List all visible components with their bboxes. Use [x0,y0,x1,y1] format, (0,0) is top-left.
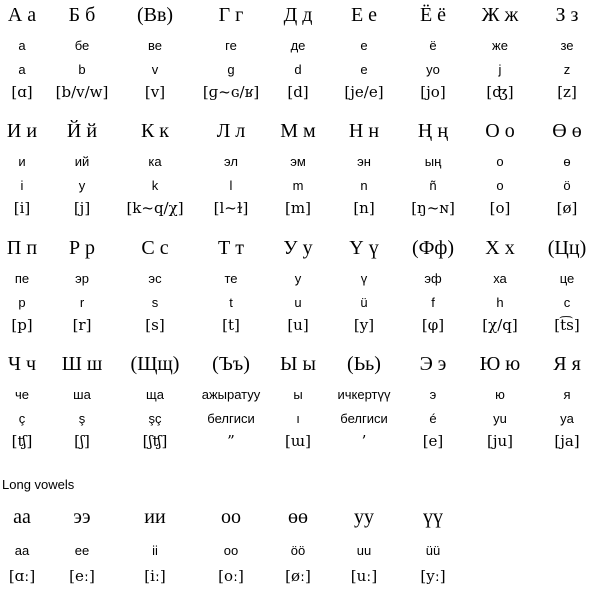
letter-name-cell: у [294,271,302,286]
letter-name-cell: эр [75,271,89,286]
latin-cell: ya [560,411,574,426]
long-vowel-cell: ии [144,506,166,528]
ipa-cell: [y] [353,316,375,334]
latin-cell: ü [360,295,368,310]
latin-cell: h [496,295,504,310]
ipa-cell: [p] [11,316,33,334]
latin-cell: ñ [429,178,437,193]
latin-cell: é [429,411,437,426]
letter-cell: Ң ң [417,120,449,142]
letter-cell: Д д [283,4,313,26]
latin-cell: ç [18,411,26,426]
letter-name-cell: э [429,387,437,402]
ipa-cell: [ɑ] [11,83,33,101]
latin-cell: r [79,295,85,310]
long-vowel-latin-cell: ee [74,543,90,558]
ipa-cell: [n] [353,199,375,217]
latin-cell: n [360,178,368,193]
long-vowel-cell: өө [288,506,308,528]
ipa-cell: [ju] [486,432,514,450]
ipa-cell: [ʧ] [11,432,33,450]
letter-name-cell: ё [429,38,437,53]
ipa-cell: [t͡s] [554,316,580,334]
long-vowel-cell: уу [354,506,374,528]
letter-cell: Ү ү [349,237,379,259]
ipa-cell: [e] [422,432,444,450]
letter-name-cell: эм [290,154,306,169]
letter-cell: К к [140,120,170,142]
latin-cell: l [229,178,233,193]
letter-name-cell: ха [493,271,507,286]
letter-cell: Р р [68,237,96,259]
ipa-cell: [ʃ] [74,432,90,450]
long-vowel-ipa-cell: [oː] [218,567,244,585]
ipa-cell: [d] [287,83,309,101]
letter-cell: (Вв) [136,4,174,26]
letter-cell: Б б [68,4,96,26]
letter-name-cell: ажыратуу [201,387,261,402]
letter-name-cell: ве [148,38,162,53]
letter-cell: У у [283,237,313,259]
latin-cell: j [498,62,502,77]
letter-cell: Т т [218,237,244,259]
letter-name-cell: ю [495,387,505,402]
long-vowel-latin-cell: öö [290,543,306,558]
ipa-cell: [z] [557,83,577,101]
letter-cell: С с [141,237,169,259]
latin-cell: b [78,62,86,77]
ipa-cell: [je/e] [344,83,384,101]
ipa-cell: [u] [287,316,309,334]
letter-cell: З з [555,4,579,26]
letter-cell: Е е [350,4,378,26]
long-vowel-ipa-cell: [øː] [285,567,311,585]
ipa-cell: [l~ɫ] [213,199,249,217]
letter-name-cell: же [492,38,508,53]
latin-cell: белгиси [340,411,388,426]
ipa-cell: [r] [72,316,92,334]
letter-name-cell: ка [148,154,162,169]
latin-cell: e [360,62,368,77]
letter-cell: И и [6,120,38,142]
letter-cell: Й й [66,120,98,142]
letter-cell: Х х [485,237,515,259]
letter-cell: (Щщ) [130,353,180,375]
ipa-cell: [b/v/w] [55,83,109,101]
latin-cell: d [294,62,302,77]
ipa-cell: [o] [489,199,511,217]
letter-cell: Г г [218,4,244,26]
letter-cell: Я я [553,353,581,375]
letter-cell: Ы ы [280,353,316,375]
ipa-cell: [ɡ~ɢ/ʁ] [202,83,260,101]
ipa-cell: [k~q/χ] [126,199,184,217]
letter-cell: М м [280,120,316,142]
letter-cell: Ж ж [481,4,519,26]
letter-name-cell: зе [560,38,574,53]
long-vowel-cell: аа [13,506,31,528]
letter-name-cell: де [290,38,306,53]
ipa-cell: [jo] [420,83,446,101]
letter-name-cell: и [18,154,26,169]
long-vowel-ipa-cell: [iː] [144,567,166,585]
latin-cell: f [431,295,435,310]
ipa-cell: [ø] [556,199,578,217]
latin-cell: şç [148,411,162,426]
latin-cell: z [563,62,571,77]
letter-cell: (Цц) [547,237,587,259]
letter-cell: Ю ю [479,353,521,375]
latin-cell: t [229,295,233,310]
latin-cell: yo [426,62,440,77]
ipa-cell: [ʃʧ] [142,432,168,450]
ipa-cell: [φ] [421,316,445,334]
latin-cell: v [151,62,159,77]
long-vowel-latin-cell: üü [425,543,441,558]
ipa-cell: [v] [144,83,166,101]
latin-cell: c [563,295,571,310]
ipa-cell: [m] [285,199,311,217]
letter-cell: Ё ё [419,4,447,26]
letter-cell: Ч ч [7,353,37,375]
letter-name-cell: ге [225,38,237,53]
letter-cell: Ш ш [61,353,103,375]
letter-cell: О о [485,120,515,142]
letter-cell: (Ьь) [347,353,381,375]
letter-cell: Ө ө [552,120,582,142]
long-vowel-cell: оо [221,506,241,528]
letter-name-cell: о [496,154,504,169]
letter-name-cell: е [360,38,368,53]
latin-cell: a [18,62,26,77]
letter-name-cell: те [224,271,238,286]
latin-cell: ı [296,411,300,426]
letter-name-cell: эл [224,154,238,169]
letter-name-cell: эс [148,271,162,286]
latin-cell: g [227,62,235,77]
letter-cell: Э э [419,353,447,375]
ipa-cell: [ŋ~ɴ] [411,199,455,217]
latin-cell: p [18,295,26,310]
latin-cell: o [496,178,504,193]
latin-cell: ş [78,411,86,426]
letter-name-cell: я [563,387,571,402]
ipa-cell: [ʤ] [486,83,514,101]
latin-cell: u [294,295,302,310]
latin-cell: m [292,178,304,193]
latin-cell: ö [563,178,571,193]
latin-cell: yu [493,411,507,426]
ipa-cell: [j] [73,199,91,217]
long-vowel-ipa-cell: [ɑː] [8,567,36,585]
long-vowel-latin-cell: uu [356,543,372,558]
letter-name-cell: ий [74,154,90,169]
ipa-cell: [t] [222,316,240,334]
letter-name-cell: бе [74,38,90,53]
letter-cell: (Ъъ) [212,353,250,375]
letter-name-cell: эн [357,154,371,169]
ipa-cell: ” [227,432,235,450]
long-vowel-cell: үү [423,506,443,528]
letter-cell: (Фф) [411,237,455,259]
latin-cell: s [151,295,159,310]
long-vowel-ipa-cell: [yː] [420,567,446,585]
latin-cell: i [20,178,24,193]
ipa-cell: [ja] [554,432,580,450]
letter-cell: А а [7,4,37,26]
letter-name-cell: ша [73,387,91,402]
letter-name-cell: ы [293,387,303,402]
ipa-cell: [i] [13,199,31,217]
long-vowels-label: Long vowels [2,477,75,492]
long-vowel-cell: ээ [73,506,91,528]
long-vowel-latin-cell: oo [223,543,239,558]
letter-cell: Н н [348,120,380,142]
letter-name-cell: ща [146,387,164,402]
letter-name-cell: це [559,271,575,286]
latin-cell: k [151,178,159,193]
letter-name-cell: а [18,38,26,53]
letter-name-cell: ө [563,154,571,169]
letter-name-cell: эф [424,271,442,286]
letter-name-cell: пе [14,271,30,286]
long-vowel-latin-cell: ii [152,543,158,558]
ipa-cell: [ɯ] [285,432,311,450]
letter-name-cell: ичкертүү [337,387,391,402]
ipa-cell: [χ/q] [482,316,518,334]
letter-cell: Л л [216,120,246,142]
ipa-cell: [s] [145,316,165,334]
latin-cell: белгиси [207,411,255,426]
letter-name-cell: че [14,387,30,402]
letter-name-cell: ү [360,271,368,286]
latin-cell: y [78,178,86,193]
letter-cell: П п [6,237,38,259]
long-vowel-ipa-cell: [uː] [350,567,378,585]
ipa-cell: ’ [361,432,367,450]
long-vowel-latin-cell: aa [14,543,30,558]
letter-name-cell: ың [424,154,442,169]
long-vowel-ipa-cell: [eː] [69,567,95,585]
